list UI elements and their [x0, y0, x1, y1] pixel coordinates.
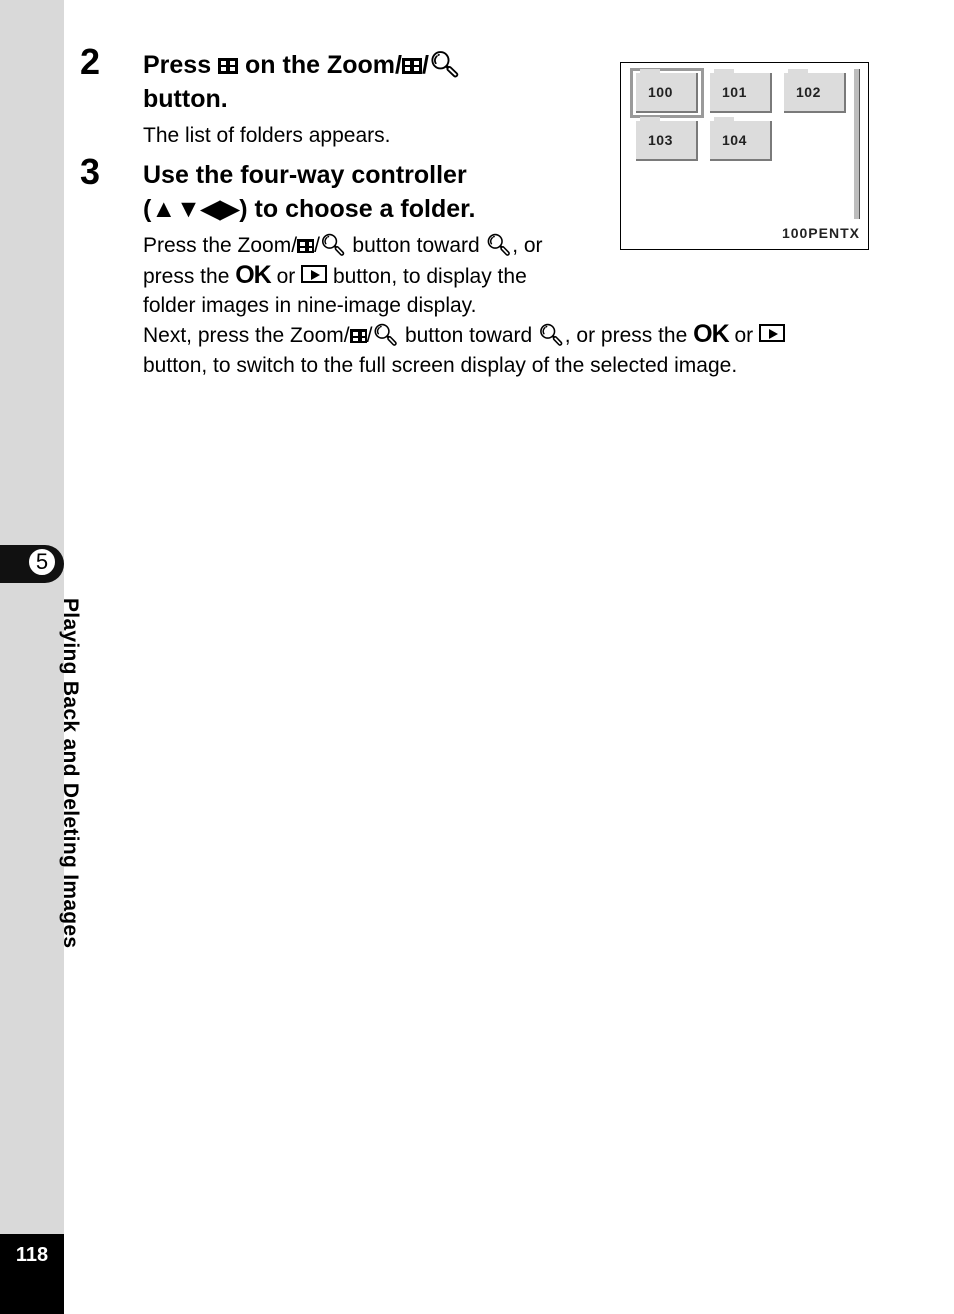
- body-text-fragment: button, to switch to the full screen display of the selected image.: [143, 353, 738, 377]
- folder-item[interactable]: [710, 73, 772, 113]
- slash-text: /: [314, 234, 320, 257]
- body-text-fragment: button, to display the: [332, 264, 527, 288]
- slash-text: /: [421, 51, 429, 79]
- nine-image-grid-icon: [218, 58, 238, 74]
- folder-label: 103: [648, 132, 673, 148]
- current-folder-name: 100PENTX: [781, 225, 860, 241]
- step-3-number: 3: [80, 151, 101, 192]
- nine-image-grid-icon: [297, 239, 314, 253]
- ok-icon: OK: [235, 260, 271, 289]
- step-3-heading-line1: Use the four-way controller: [143, 161, 467, 189]
- body-text-fragment: or: [276, 264, 296, 288]
- magnifier-icon: 🔍︎: [428, 51, 461, 79]
- folder-tab: [714, 117, 734, 122]
- body-text-fragment: Next, press the Zoom/: [143, 324, 350, 347]
- folder-tab: [640, 117, 660, 122]
- page-number: 118: [15, 1244, 49, 1266]
- playback-icon: [301, 265, 327, 283]
- body-text-fragment: , or: [512, 234, 543, 257]
- step-2-heading-press: Press: [143, 51, 212, 79]
- nine-image-grid-icon: [350, 329, 367, 343]
- step-2-body: The list of folders appears.: [143, 124, 391, 147]
- slash-text: /: [366, 324, 373, 347]
- step-2-heading-mid: on the Zoom/: [245, 51, 402, 79]
- folder-item[interactable]: [710, 121, 772, 161]
- magnifier-icon: 🔍︎: [538, 324, 565, 347]
- folder-item[interactable]: [636, 73, 698, 113]
- nine-image-grid-icon: [402, 58, 422, 74]
- step-3-body-upper: [143, 231, 613, 321]
- body-text-fragment: button toward: [404, 324, 533, 347]
- folder-tab: [640, 69, 660, 74]
- body-text-fragment: button toward: [352, 234, 480, 257]
- folder-item[interactable]: [636, 121, 698, 161]
- step-2-number: 2: [80, 41, 101, 82]
- folder-label: 102: [796, 84, 821, 100]
- magnifier-icon: 🔍︎: [485, 234, 513, 257]
- step-3-body-lower: [143, 320, 883, 380]
- playback-icon: [759, 324, 785, 342]
- magnifier-icon: 🔍︎: [372, 324, 400, 347]
- body-text-fragment: or: [734, 324, 754, 347]
- folder-tab: [714, 69, 734, 74]
- folder-list-screen: [620, 62, 869, 250]
- chapter-number: 5: [27, 547, 57, 577]
- folder-item[interactable]: [784, 73, 846, 113]
- step-3-heading: [143, 158, 475, 226]
- body-text-fragment: press the: [143, 264, 230, 288]
- step-2-heading-end: button.: [143, 85, 228, 113]
- scrollbar[interactable]: [854, 69, 860, 219]
- step-3-heading-line2: (▲▼◀▶) to choose a folder.: [143, 195, 476, 223]
- chapter-title: Playing Back and Deleting Images: [59, 598, 82, 949]
- body-text-fragment: folder images in nine-image display.: [143, 294, 477, 317]
- folder-label: 101: [722, 84, 747, 100]
- ok-icon: OK: [693, 320, 729, 348]
- folder-label: 104: [722, 132, 747, 148]
- chapter-sidebar: [0, 0, 64, 1314]
- body-text-fragment: , or press the: [564, 324, 688, 347]
- folder-label: 100: [648, 84, 673, 100]
- magnifier-icon: 🔍︎: [319, 234, 347, 257]
- step-2-heading: [143, 48, 461, 116]
- folder-tab: [788, 69, 808, 74]
- body-text-fragment: Press the Zoom/: [143, 234, 298, 257]
